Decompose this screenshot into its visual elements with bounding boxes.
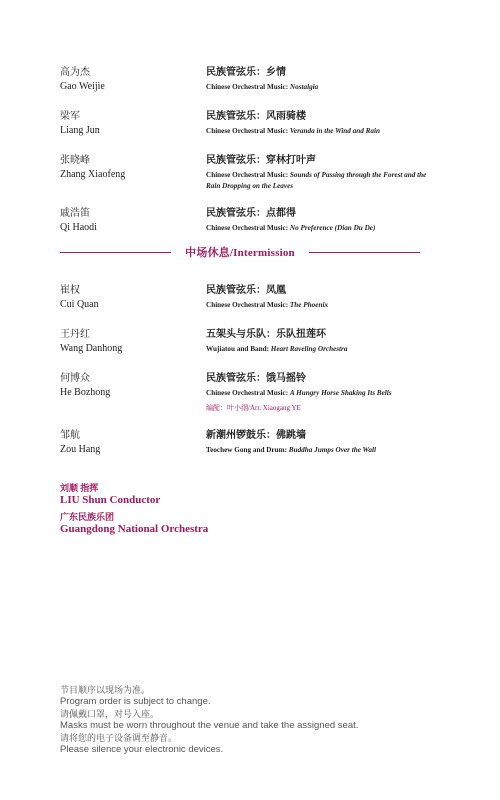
program-item xyxy=(60,154,440,191)
arranger-credit: 编配：叶小纲/Arr. Xiaogang YE xyxy=(206,403,301,412)
work-category-en: Chinese Orchestral Music: xyxy=(206,171,290,179)
work-name-en: Heart Raveling Orchestra xyxy=(270,345,348,353)
composer-name-zh: 邹航 xyxy=(60,429,80,441)
conductor-credit xyxy=(60,482,208,507)
work-category-en: Chinese Orchestral Music: xyxy=(206,83,290,91)
work-category-en: Wujiatou and Band: xyxy=(206,345,271,353)
work-title-en xyxy=(206,342,440,355)
conductor-en: LIU Shun Conductor xyxy=(60,494,161,506)
work xyxy=(206,154,440,191)
work-title-zh: 民族管弦乐：穿林打叶声 xyxy=(206,155,316,166)
composer-name-en: Gao Weijie xyxy=(60,81,105,92)
composer-name-zh: 戚浩笛 xyxy=(60,208,90,219)
conductor-zh: 刘顺 指挥 xyxy=(60,483,99,493)
work-category-en: Chinese Orchestral Music: xyxy=(206,224,290,232)
work-category-en: Chinese Orchestral Music: xyxy=(206,127,290,135)
intermission-divider xyxy=(60,245,420,259)
program-item xyxy=(60,372,440,413)
work xyxy=(206,429,440,456)
work-category-en: Chinese Orchestral Music: xyxy=(206,301,290,309)
work-title-zh: 五架头与乐队：乐队扭莲环 xyxy=(206,329,326,340)
composer-name-en: Liang Jun xyxy=(60,125,100,136)
program-item xyxy=(60,110,440,138)
orchestra-credit xyxy=(60,511,208,536)
work-title-en xyxy=(206,298,440,311)
orchestra-zh: 广东民族乐团 xyxy=(60,512,115,522)
notice-line: Program order is subject to change. xyxy=(60,696,211,707)
program-item xyxy=(60,284,440,312)
work xyxy=(206,207,440,234)
work-title-zh: 新潮州锣鼓乐：佛跳墙 xyxy=(206,429,306,441)
work-name-en: Veranda in the Wind and Rain xyxy=(289,127,380,135)
composer xyxy=(60,110,206,138)
program-item xyxy=(60,207,440,235)
divider-line-left xyxy=(60,252,171,253)
notice-line: 节目顺序以现场为准。 xyxy=(60,685,151,695)
composer xyxy=(60,372,206,400)
work-category-en: Chinese Orchestral Music: xyxy=(206,389,290,397)
work-title-en xyxy=(206,386,440,399)
composer-name-en: Zou Hang xyxy=(60,443,101,455)
composer xyxy=(60,429,206,457)
composer-name-zh: 王丹红 xyxy=(60,329,90,340)
composer-name-zh: 梁军 xyxy=(60,111,80,122)
work xyxy=(206,66,440,93)
composer xyxy=(60,207,206,235)
composer-name-en: Qi Haodi xyxy=(60,222,97,233)
work-title-en xyxy=(206,124,440,137)
program-item xyxy=(60,66,440,94)
intermission-label: 中场休息/Intermission xyxy=(185,247,295,259)
composer xyxy=(60,284,206,312)
composer-name-en: Wang Danhong xyxy=(60,343,123,354)
work-title-zh: 民族管弦乐：饿马摇铃 xyxy=(206,373,306,384)
notice-line: Please silence your electronic devices. xyxy=(60,744,224,755)
work xyxy=(206,284,440,311)
composer xyxy=(60,328,206,356)
work-title-zh: 民族管弦乐：凤凰 xyxy=(206,285,286,296)
work-title-zh: 民族管弦乐：风雨骑楼 xyxy=(206,111,306,122)
composer-name-en: Zhang Xiaofeng xyxy=(60,169,126,180)
composer-name-zh: 何博众 xyxy=(60,373,90,384)
audience-notices xyxy=(60,684,358,756)
work xyxy=(206,372,440,413)
work-category-en: Teochew Gong and Drum: xyxy=(206,445,289,454)
work-name-en: The Phoenix xyxy=(289,301,329,309)
composer xyxy=(60,66,206,94)
composer-name-zh: 高为杰 xyxy=(60,67,90,78)
work-name-en: No Preference (Dian Du De) xyxy=(289,224,376,232)
composer-name-en: Cui Quan xyxy=(60,299,99,310)
notice-line: Masks must be worn throughout the venue and take the assigned seat. xyxy=(60,720,359,731)
work-title-zh: 民族管弦乐：点都得 xyxy=(206,208,296,219)
notice-line: 请佩戴口罩，对号入座。 xyxy=(60,709,160,719)
composer-name-zh: 崔权 xyxy=(60,285,80,296)
work-name-en: Sounds of Passing through the Forest and the Rain Dropping on the Leaves xyxy=(206,171,427,190)
orchestra-en: Guangdong National Orchestra xyxy=(60,523,209,535)
performer-credits xyxy=(60,482,208,540)
work-title-zh: 民族管弦乐：乡情 xyxy=(206,67,286,78)
composer xyxy=(60,154,206,182)
work-title-en xyxy=(206,221,440,234)
composer-name-en: He Bozhong xyxy=(60,387,111,398)
program-list-part2 xyxy=(60,284,440,473)
work-title-en xyxy=(206,443,440,456)
work-title-en xyxy=(206,80,440,93)
composer-name-zh: 张晓峰 xyxy=(60,155,90,166)
program-item xyxy=(60,328,440,356)
divider-line-right xyxy=(309,252,420,253)
work xyxy=(206,328,440,355)
program-list-part1 xyxy=(60,66,440,251)
work-name-en: Buddha Jumps Over the Wall xyxy=(288,445,376,454)
notice-line: 请将您的电子设备调至静音。 xyxy=(60,733,178,743)
work-name-en: A Hungry Horse Shaking Its Bells xyxy=(289,389,392,397)
work-name-en: Nostalgia xyxy=(289,83,319,91)
work-title-en xyxy=(206,168,440,191)
work xyxy=(206,110,440,137)
program-item xyxy=(60,429,440,457)
